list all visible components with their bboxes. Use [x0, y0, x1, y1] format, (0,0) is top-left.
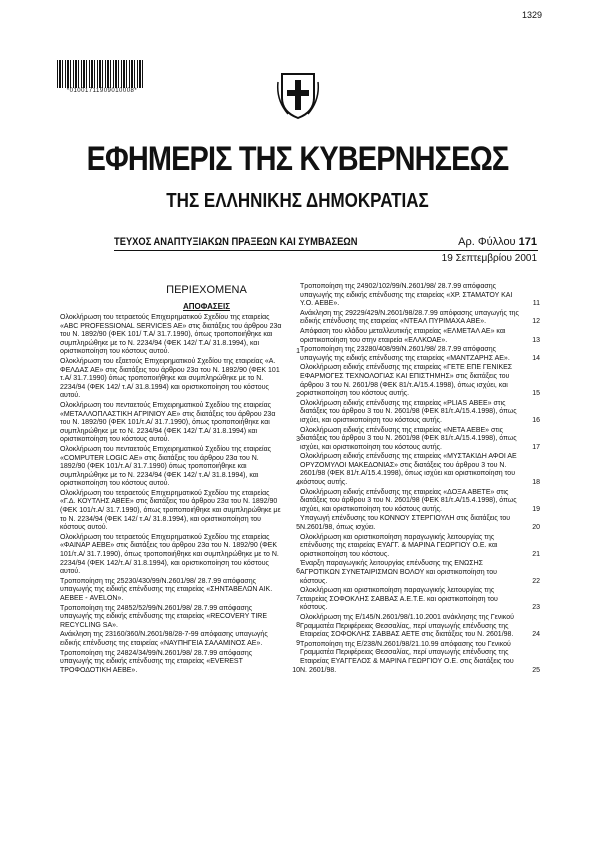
contents-entry [300, 489, 540, 515]
coat-of-arms-icon [276, 70, 320, 120]
contents-entry [300, 641, 540, 675]
entry-text: Ολοκλήρωση του τετραετούς Επιχειρηματικού Σχεδίου της εταιρείας «Γ.Δ. ΚΟΥΤΛΗΣ ΑΒΕΕ» στις διατάξεις του άρθρου 23α του Ν. 1892/90 (ΦΕΚ 101/τ.Α/ 31.7.1990), όπως τροποποιήθηκε και συμπληρώθηκε με το Ν. 2234/94 (ΦΕΚ 142/ τ.Α/ 31.8.1994), και οριστικοποίηση του κόστους αυτού. [60, 489, 281, 532]
header-rule [114, 250, 538, 251]
entry-text: Ολοκλήρωση και οριστικοποίηση παραγωγικής λειτουργίας της εταιρείας ΣΟΦΟΚΛΗΣ ΣΑΒΒΑΣ Α.Ε.Τ.Ε. και οριστικοποίηση του κόστους. [300, 587, 498, 612]
contents-entry [300, 614, 540, 640]
contents-entry [300, 453, 540, 487]
contents-entry [300, 534, 540, 560]
entry-page-number: 9 [296, 639, 300, 647]
contents-entry [60, 578, 300, 604]
entry-page-number: 13 [532, 336, 540, 344]
entry-page-number: 19 [532, 505, 540, 513]
issue-number [458, 236, 537, 248]
entry-text: Τροποποίηση της 24852/52/99/Ν.2601/98/ 28.7.99 απόφασης υπαγωγής της ειδικής επένδυσης της εταιρείας «RECOVERY TIRE RECYCLING SA». [60, 604, 268, 629]
entry-text: Ολοκλήρωση του εξαετούς Επιχειρηματικού Σχεδίου της εταιρείας «Α. ΦΕΛΔΑΣ ΑΕ» στις διατάξεις του άρθρου 23α του Ν. 1892/90 (ΦΕΚ 101 τ.Α/ 31.7.1990) όπως τροποποιήθηκε και συμπληρώθηκε με το Ν. 2234/94 (ΦΕΚ 142/ τ.Α/ 31.8.1994) και οριστικοποίηση του κόστους αυτού. [60, 357, 280, 400]
contents-entry [60, 490, 300, 533]
entry-page-number: 6 [296, 568, 300, 576]
entry-text: Ολοκλήρωση και οριστικοποίηση παραγωγικής λειτουργίας της επένδυσης της εταιρείας ΕΥΑΓΓ. & ΜΑΡΙΝΑ ΓΕΩΡΓΙΟΥ Ο.Ε. και οριστικοποίηση του κόστους. [300, 533, 498, 558]
contents-entry [300, 328, 540, 345]
entry-text: Τροποποίηση της Ε/238/Ν.2601/98/21.10.99 απόφασης του Γενικού Γραμματέα Περιφέρειας Θεσσαλίας, περί υπαγωγής επένδυσης της Εταιρείας ΕΥΑΓΓΕΛΟΣ & ΜΑΡΙΝΑ ΓΕΩΡΓΙΟΥ Ο.Ε. στις διατάξεις του Ν. 2601/98. [300, 640, 514, 674]
contents-heading: ΠΕΡΙΕΧΟΜΕΝΑ [166, 284, 247, 296]
entry-page-number: 20 [532, 524, 540, 532]
contents-right-column [300, 283, 540, 676]
contents-entry [60, 446, 300, 489]
entry-text: Έναρξη παραγωγικής λειτουργίας επένδυσης της ΕΝΩΣΗΣ ΑΓΡΟΤΙΚΩΝ ΣΥΝΕΤΑΙΡΙΣΜΩΝ ΒΟΛΟΥ και οριστικοποίηση του κόστους. [300, 560, 497, 585]
entry-page-number: 8 [296, 621, 300, 629]
entry-text: Ολοκλήρωση του τετραετούς Επιχειρηματικού Σχεδίου της εταιρείας «ABC PROFESSIONAL SERVICES AE» στις διατάξεις του άρθρου 23α του Ν. 1892/90 (ΦΕΚ 101/ Τ.Α/ 31.7.1990), όπως τροποποιήθηκε και συμπληρώθηκε με το Ν. 2234/94 (ΦΕΚ 142/ Τ.Α/ 31.8.1994), και οριστικοποίηση του κόστους αυτού. [60, 314, 282, 356]
entry-text: Ανάκληση της 23160/360/Ν.2601/98/28-7-99 απόφασης υπαγωγής ειδικής επένδυσης της εταιρείας «ΝΑΥΠΗΓΕΙΑ ΣΑΛΑΜΙΝΟΣ ΑΕ». [60, 631, 268, 647]
entry-page-number: 22 [532, 577, 540, 585]
entry-text: Ολοκλήρωση του πενταετούς Επιχειρηματικού Σχεδίου της εταιρείας «COMPUTER LOGIC AE» στις διατάξεις του άρθρου 23α του Ν. 1892/90 (ΦΕΚ 101/τ.Α/ 31.7.1990) όπως τροποποιήθηκε και συμπληρώθηκε με το Ν. 2234/94 (ΦΕΚ 142/ τ.Α/ 31.8.1994), και οριστικοποίηση του κόστους αυτού. [60, 445, 271, 488]
contents-entry [300, 364, 540, 398]
contents-entry [60, 650, 300, 676]
contents-entry [60, 605, 300, 631]
entry-page-number: 7 [296, 595, 300, 602]
entry-page-number: 14 [532, 354, 540, 362]
entry-page-number: 11 [532, 300, 540, 308]
entry-text: Απόφαση του κλάδου μεταλλευτικής εταιρείας «ΕΛΜΕΤΑΛ ΑΕ» και οριστικοποίηση του στην εταιρεία «ΕΛΛΚΟΑΕ». [300, 327, 506, 344]
entry-text: Υπαγωγή επένδυσης του ΚΟΝΝΟΥ ΣΤΕΡΓΙΟΥΛΗ στις διατάξεις του Ν.2601/98, όπως ισχύει. [300, 515, 511, 532]
entry-page-number: 3 [296, 436, 300, 444]
entry-page-number: 23 [532, 604, 540, 612]
barcode-number: *01001711909010008* [66, 88, 138, 94]
entry-text: Ολοκλήρωση ειδικής επένδυσης της εταιρείας «ΝΕΤΑ ΑΕΒΕ» στις διατάξεις του άρθρου 3 του Ν. 2601/98 (ΦΕΚ 81/τ.Α/15.4.1998), όπως ισχύει, και οριστικοποίηση του κόστους αυτής. [300, 426, 517, 451]
entry-text: Τροποποίηση της 24902/102/99/Ν.2601/98/ 28.7.99 απόφασης υπαγωγής της ειδικής επένδυσης της εταιρείας «ΧΡ. ΣΤΑΜΑΤΟΥ ΚΑΙ Υ.Ο. ΑΕΒΕ». [300, 283, 513, 308]
entry-page-number: 2 [296, 392, 300, 400]
entry-page-number: 18 [532, 479, 540, 487]
entry-page-number: 10 [292, 666, 300, 674]
entry-text: Τροποποίηση της 23280/408/99/Ν.2601/98/ 28.7.99 απόφασης υπαγωγής της ειδικής επένδυσης της εταιρείας «ΜΑΝΤΖΑΡΗΣ ΑΕ». [300, 346, 510, 362]
entry-text: Τροποποίηση της 24824/34/99/Ν.2601/98/ 28.7.99 απόφασης υπαγωγής της ειδικής επένδυσης της εταιρείας «EVEREST ΤΡΟΦΟΔΟΤΙΚΗ ΑΕΒΕ». [60, 649, 253, 674]
decisions-heading: ΑΠΟΦΑΣΕΙΣ [182, 302, 231, 311]
contents-entry [300, 560, 540, 586]
entry-page-number: 25 [532, 666, 540, 674]
contents-left-column [60, 314, 300, 676]
entry-page-number: 16 [532, 416, 540, 424]
entry-text: Ολοκλήρωση του πενταετούς Επιχειρηματικού Σχεδίου της εταιρείας «ΜΕΤΑΛΛΟΠΛΑΣΤΙΚΗ ΑΓΡΙΝΙΟΥ ΑΕ» στις διατάξεις του άρθρου 23α του Ν. 1892/90 (ΦΕΚ 101/τ.Α/ 31.7.1990), όπως τροποποιήθηκε και συμπληρώθηκε με το Ν. 2234/94 (ΦΕΚ 142/ Τ.Α/ 31.8.1994) και οριστικοποίηση του κόστους αυτού. [60, 401, 276, 444]
entry-text: Ολοκλήρωση ειδικής επένδυσης της εταιρείας «PLIAS ΑΒΕΕ» στις διατάξεις του άρθρου 3 του Ν. 2601/98 (ΦΕΚ 81/τ.Α/15.4.1998), όπως ισχύει, και οριστικοποίηση του κόστους αυτής. [300, 399, 517, 424]
issue-date: 19 Σεπτεμβρίου 2001 [441, 253, 537, 264]
contents-entry [300, 400, 540, 426]
contents-entry [60, 402, 300, 445]
contents-entry [300, 587, 540, 613]
contents-entry [60, 631, 300, 648]
contents-entry [300, 515, 540, 532]
contents-entry [300, 310, 540, 327]
contents-entry [60, 314, 300, 357]
entry-text: Ολοκλήρωση του τετραετούς Επιχειρηματικού Σχεδίου της εταιρείας «ΦΑΙΝΑΡ ΑΕΒΕ» στις διατάξεις του άρθρου 23α του Ν. 1892/90 (ΦΕΚ 101/τ.Α/ 31.7.1990), όπως τροποποιήθηκε και συμπληρώθηκε με το Ν. 2234/94 (ΦΕΚ 142/τ.Α/ 31.8.1994), και οριστικοποίηση του κόστους αυτού. [60, 533, 279, 576]
contents-entry [60, 358, 300, 401]
entry-text: Ολοκλήρωση ειδικής επένδυσης της εταιρείας «ΓΕΤΕ ΕΠΕ ΓΕΝΙΚΕΣ ΕΦΑΡΜΟΓΕΣ ΤΕΧΝΟΛΟΓΙΑΣ ΚΑΙ ΕΠΙΣΤΗΜΗΣ» στις διατάξεις του άρθρου 3 του Ν. 2601/98 (ΦΕΚ 81/τ.Α/15.4.1998), όπως ισχύει, και οριστικοποίηση του κόστους αυτής. [300, 364, 513, 398]
issue-value: 171 [518, 236, 537, 248]
contents-entry [300, 346, 540, 363]
entry-text: Ολοκλήρωση της Ε/145/Ν.2601/98/1.10.2001 ανάκλησης της Γενικού Γραμματέα Περιφέρειας Θεσσαλίας, περί υπαγωγής επένδυσης της Εταιρείας ΣΟΦΟΚΛΗΣ ΣΑΒΒΑΣ ΑΕΤΕ στις διατάξεις του Ν. 2601/98. [300, 613, 514, 639]
entry-page-number: 21 [532, 550, 540, 558]
page-number: 1329 [521, 10, 542, 20]
entry-page-number: 5 [296, 524, 300, 532]
contents-entry [300, 427, 540, 453]
contents-entry [300, 283, 540, 309]
entry-page-number: 1 [296, 348, 300, 356]
entry-page-number: 12 [532, 318, 540, 326]
entry-text: Ανάκληση της 29229/429/Ν.2601/98/28.7.99 απόφασης υπαγωγής της ειδικής επένδυσης της εταιρείας «ΝΤΕΑΛ ΠΥΡΙΜΑΧΑ ΑΒΕ». [300, 309, 519, 326]
gazette-subtitle: ΤΗΣ ΕΛΛΗΝΙΚΗΣ ΔΗΜΟΚΡΑΤΙΑΣ [166, 190, 429, 212]
issue-label: Αρ. Φύλλου [458, 236, 516, 248]
entry-page-number: 4 [296, 480, 300, 488]
gazette-title: ΕΦΗΜΕΡΙΣ ΤΗΣ ΚΥΒΕΡΝΗΣΕΩΣ [86, 140, 509, 178]
series-label: ΤΕΥΧΟΣ ΑΝΑΠΤΥΞΙΑΚΩΝ ΠΡΑΞΕΩΝ ΚΑΙ ΣΥΜΒΑΣΕΩΝ [114, 236, 358, 248]
entry-page-number: 24 [532, 631, 540, 639]
entry-text: Τροποποίηση της 25230/430/99/Ν.2601/98/ 28.7.99 απόφασης υπαγωγής της ειδικής επένδυσης της εταιρείας «ΣΗΝΤΑΒΕΛΩΝ ΑΙΚ. ΑΕΒΕΕ - AVELON». [60, 577, 273, 602]
entry-text: Ολοκλήρωση ειδικής επένδυσης της εταιρείας «ΔΟΞΑ ΑΒΕΤΕ» στις διατάξεις του άρθρου 3 του Ν. 2601/98 (ΦΕΚ 81/τ.Α/15.4.1998), όπως ισχύει, και οριστικοποίηση του κόστους αυτής. [300, 488, 517, 513]
entry-page-number: 15 [532, 390, 540, 398]
entry-text: Ολοκλήρωση ειδικής επένδυσης της εταιρείας «ΜΥΣΤΑΚΙΔΗ ΑΦΟΙ ΑΕ ΟΡΥΖΟΜΥΛΟΙ ΜΑΚΕΔΟΝΙΑΣ» στις διατάξεις του άρθρου 3 του Ν. 2601/98 (ΦΕΚ 81/τ.Α/15.4.1998), όπως ισχύει και οριστικοποίηση του κόστους αυτής. [300, 453, 517, 487]
entry-page-number: 17 [532, 443, 540, 451]
contents-entry [60, 534, 300, 577]
barcode [57, 60, 144, 88]
